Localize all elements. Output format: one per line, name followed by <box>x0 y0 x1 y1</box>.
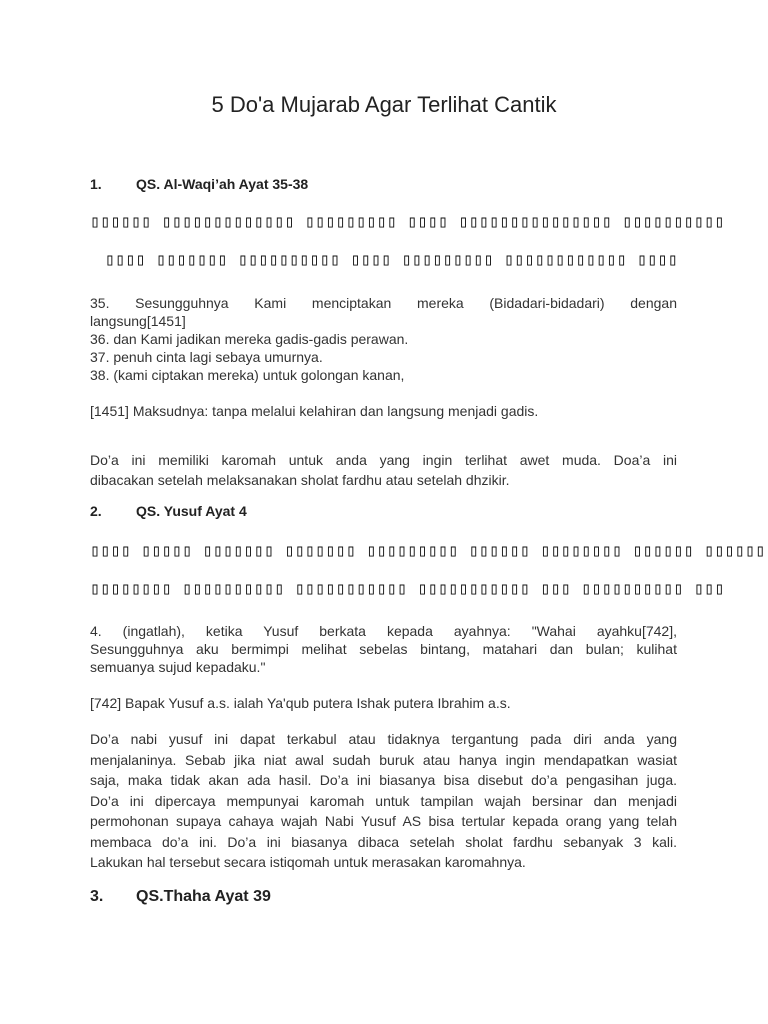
description-line: Do’a nabi yusuf ini dapat terkabul atau tidaknya tergantung pada diri anda yang <box>90 731 677 747</box>
section-3-heading <box>90 888 271 906</box>
description-line: saja, maka tidak akan ada hasil. Do’a ini biasanya bisa disebut do’a pengasihan juga. <box>90 772 677 788</box>
section-2-heading <box>90 503 247 519</box>
description-line: menjalaninya. Sebab jika niat awal sudah buruk atau hanya ingin mendapatkan wasiat <box>90 751 677 768</box>
description-line: Lakukan hal tersebut secara istiqomah untuk merasakan karomahnya. <box>90 854 526 870</box>
section-1-title: QS. Al-Waqi’ah Ayat 35-38 <box>136 176 309 192</box>
translation-line: Sesungguhnya aku bermimpi melihat sebelas bintang, matahari dan bulan; kulihat <box>90 641 677 657</box>
section-2-description <box>90 729 677 873</box>
section-1-heading <box>90 176 308 192</box>
description-line: permohonan supaya cahaya wajah Nabi Yusuf AS bisa tertular kepada orang yang telah <box>90 813 677 829</box>
description-line: Do’a ini dipercaya mempunyai karomah untuk tampilan wajah bersinar dan menjadi <box>90 792 677 809</box>
section-2-arabic-line-2: ▯▯▯▯▯▯▯▯ ▯▯▯▯▯▯▯▯▯▯ ▯▯▯▯▯▯▯▯▯▯▯ ▯▯▯▯▯▯▯▯▯▯▯ ▯▯▯ ▯▯▯▯▯▯▯▯▯▯ ▯▯▯ <box>90 579 725 599</box>
section-3-number: 3. <box>90 888 104 905</box>
section-1-translation <box>90 294 677 384</box>
description-line: dibacakan setelah melaksanakan sholat fardhu atau setelah dhzikir. <box>90 472 510 488</box>
description-line: membaca do’a ini. Do’a ini biasanya dibaca setelah sholat fardhu sebanyak 3 kali. <box>90 833 677 850</box>
section-2-arabic-line-1: ▯▯▯▯ ▯▯▯▯▯ ▯▯▯▯▯▯▯ ▯▯▯▯▯▯▯ ▯▯▯▯▯▯▯▯▯ ▯▯▯▯▯▯ ▯▯▯▯▯▯▯▯ ▯▯▯▯▯▯ ▯▯▯▯▯▯ <box>90 541 766 561</box>
translation-line: semuanya sujud kepadaku." <box>90 659 266 675</box>
description-line: Do’a ini memiliki karomah untuk anda yang ingin terlihat awet muda. Doa’a ini <box>90 452 677 468</box>
translation-line: 35. Sesungguhnya Kami menciptakan mereka (Bidadari-bidadari) dengan <box>90 295 677 311</box>
translation-line: langsung[1451] <box>90 313 186 329</box>
section-2-footnote: [742] Bapak Yusuf a.s. ialah Ya'qub putera Ishak putera Ibrahim a.s. <box>90 695 511 711</box>
section-1-arabic-line-1: ▯▯▯▯▯▯ ▯▯▯▯▯▯▯▯▯▯▯▯▯ ▯▯▯▯▯▯▯▯▯ ▯▯▯▯ ▯▯▯▯▯▯▯▯▯▯▯▯▯▯▯ ▯▯▯▯▯▯▯▯▯▯ <box>90 212 725 232</box>
section-2-number: 2. <box>90 503 102 519</box>
section-2-title: QS. Yusuf Ayat 4 <box>136 503 247 519</box>
section-1-arabic-line-2: ▯▯▯▯ ▯▯▯▯▯▯▯ ▯▯▯▯▯▯▯▯▯▯ ▯▯▯▯ ▯▯▯▯▯▯▯▯▯ ▯▯▯▯▯▯▯▯▯▯▯▯ ▯▯▯▯ <box>104 250 678 270</box>
translation-line: 37. penuh cinta lagi sebaya umurnya. <box>90 349 323 365</box>
translation-line: 4. (ingatlah), ketika Yusuf berkata kepada ayahnya: "Wahai ayahku[742], <box>90 623 677 639</box>
page-title: 5 Do'a Mujarab Agar Terlihat Cantik <box>211 92 557 117</box>
section-1-description <box>90 450 677 490</box>
section-1-footnote: [1451] Maksudnya: tanpa melalui kelahiran dan langsung menjadi gadis. <box>90 403 539 419</box>
section-1-number: 1. <box>90 176 102 192</box>
translation-line: 36. dan Kami jadikan mereka gadis-gadis perawan. <box>90 331 409 347</box>
section-3-title: QS.Thaha Ayat 39 <box>136 888 271 905</box>
section-2-translation <box>90 622 677 676</box>
translation-line: 38. (kami ciptakan mereka) untuk golongan kanan, <box>90 367 405 383</box>
